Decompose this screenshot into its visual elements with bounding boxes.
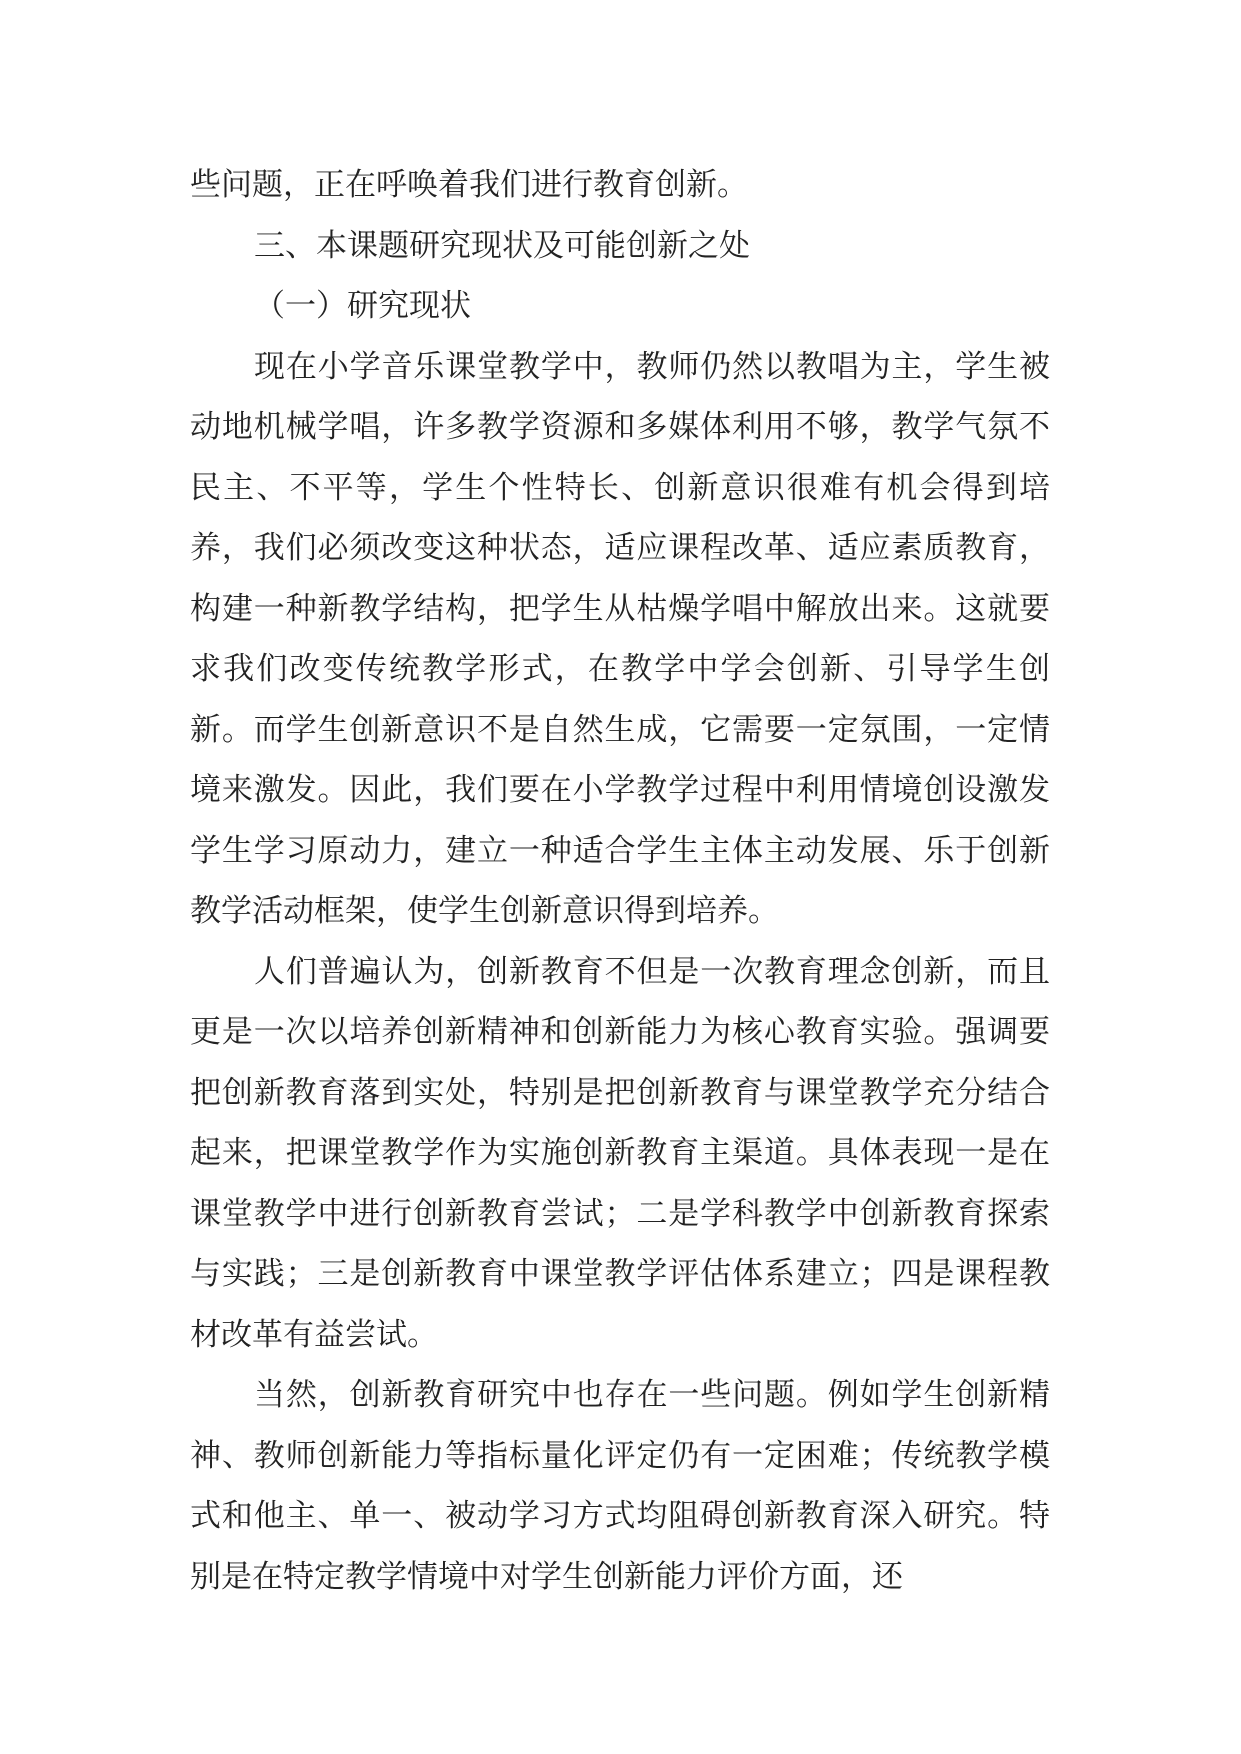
section-heading: 三、本课题研究现状及可能创新之处 — [254, 227, 750, 264]
paragraph-continuation: 些问题，正在呼唤着我们进行教育创新。 — [190, 167, 748, 203]
document-body — [190, 155, 1050, 1607]
paragraph-innovation-education: 人们普遍认为，创新教育不但是一次教育理念创新，而且更是一次以培养创新精神和创新能力为核心教育实验。强调要把创新教育落到实处，特别是把创新教育与课堂教学充分结合起来，把课堂教学作为实施创新教育主渠道。具体表现一是在课堂教学中进行创新教育尝试；二是学科教学中创新教育探索与实践；三是创新教育中课堂教学评估体系建立；四是课程教材改革有益尝试。 — [190, 953, 1050, 1353]
paragraph-problems: 当然，创新教育研究中也存在一些问题。例如学生创新精神、教师创新能力等指标量化评定仍有一定困难；传统教学模式和他主、单一、被动学习方式均阻碍创新教育深入研究。特别是在特定教学情境中对学生创新能力评价方面，还 — [190, 1377, 1050, 1595]
paragraph-research-status: 现在小学音乐课堂教学中，教师仍然以教唱为主，学生被动地机械学唱，许多教学资源和多媒体利用不够，教学气氛不民主、不平等，学生个性特长、创新意识很难有机会得到培养，我们必须改变这种状态，适应课程改革、适应素质教育，构建一种新教学结构，把学生从枯燥学唱中解放出来。这就要求我们改变传统教学形式，在教学中学会创新、引导学生创新。而学生创新意识不是自然生成，它需要一定氛围，一定情境来激发。因此，我们要在小学教学过程中利用情境创设激发学生学习原动力，建立一种适合学生主体主动发展、乐于创新教学活动框架，使学生创新意识得到培养。 — [190, 348, 1050, 929]
subsection-heading: （一）研究现状 — [254, 288, 471, 324]
